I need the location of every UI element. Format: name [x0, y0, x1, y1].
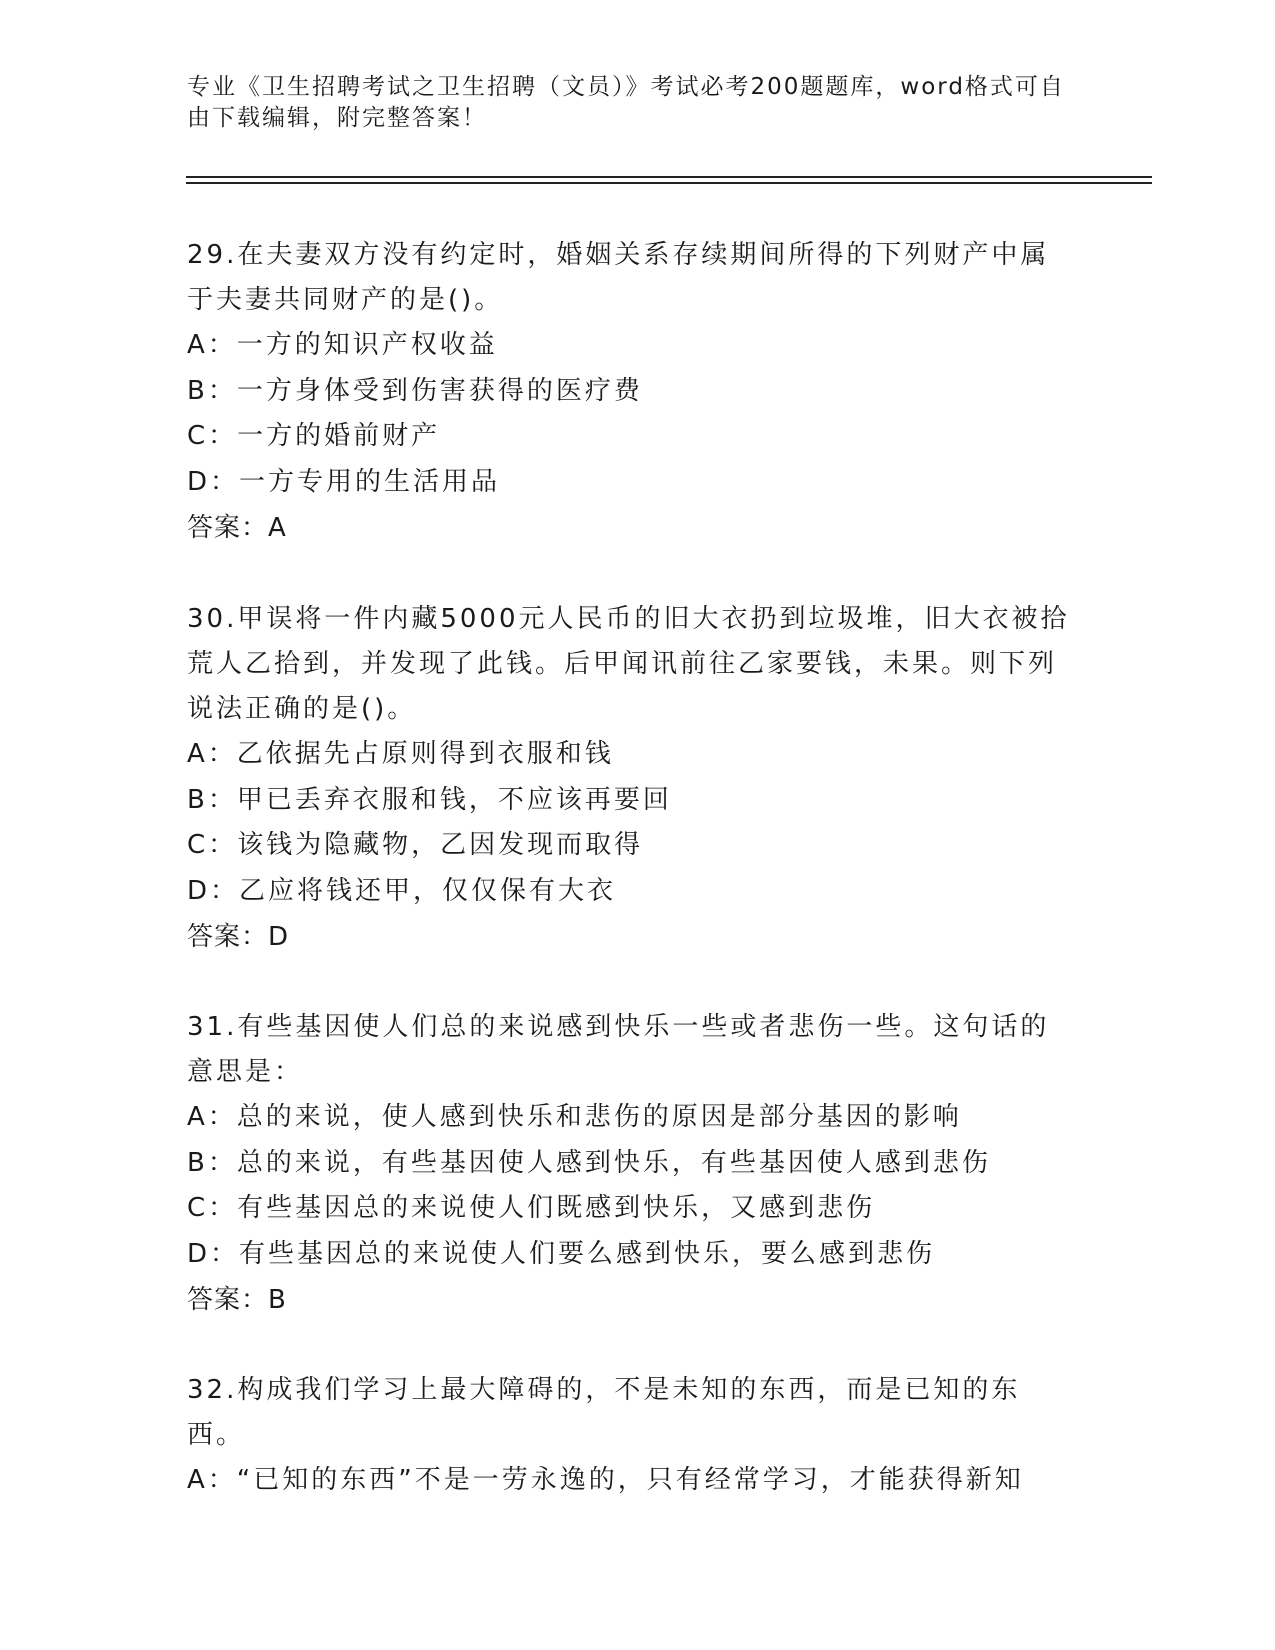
option-a: A：一方的知识产权收益 — [187, 330, 498, 360]
question-stem: 30.甲误将一件内藏5000元人民币的旧大衣扔到垃圾堆，旧大衣被拾荒人乙拾到，并发现了此钱。后甲闻讯前往乙家要钱，未果。则下列说法正确的是()。 — [187, 604, 1070, 724]
option-c: C：一方的婚前财产 — [187, 421, 441, 451]
question-29 — [187, 233, 1077, 551]
option-a: A：乙依据先占原则得到衣服和钱 — [187, 739, 614, 769]
document-header: 专业《卫生招聘考试之卫生招聘（文员）》考试必考200题题库，word格式可自由下载编辑，附完整答案！ — [187, 74, 1065, 131]
answer: 答案：B — [187, 1285, 287, 1315]
option-d: D：有些基因总的来说使人们要么感到快乐，要么感到悲伤 — [187, 1238, 936, 1269]
option-d: D：一方专用的生活用品 — [187, 466, 501, 497]
option-a: A：“已知的东西”不是一劳永逸的，只有经常学习，才能获得新知 — [187, 1465, 1024, 1495]
option-d: D：乙应将钱还甲，仅仅保有大衣 — [187, 875, 617, 906]
option-b: B：甲已丢弃衣服和钱，不应该再要回 — [187, 784, 672, 815]
question-stem: 31.有些基因使人们总的来说感到快乐一些或者悲伤一些。这句话的意思是： — [187, 1012, 1050, 1087]
option-b: B：一方身体受到伤害获得的医疗费 — [187, 375, 643, 406]
header-divider-top — [186, 176, 1152, 178]
answer: 答案：A — [187, 513, 287, 543]
option-c: C：有些基因总的来说使人们既感到快乐，又感到悲伤 — [187, 1193, 876, 1223]
option-b: B：总的来说，有些基因使人感到快乐，有些基因使人感到悲伤 — [187, 1147, 991, 1178]
question-31 — [187, 1005, 1077, 1323]
question-30 — [187, 597, 1077, 960]
question-32 — [187, 1368, 1077, 1504]
question-stem: 32.构成我们学习上最大障碍的，不是未知的东西，而是已知的东西。 — [187, 1375, 1021, 1450]
answer: 答案：D — [187, 922, 290, 952]
option-c: C：该钱为隐藏物，乙因发现而取得 — [187, 830, 644, 860]
question-stem: 29.在夫妻双方没有约定时，婚姻关系存续期间所得的下列财产中属于夫妻共同财产的是()。 — [187, 240, 1050, 315]
option-a: A：总的来说，使人感到快乐和悲伤的原因是部分基因的影响 — [187, 1102, 962, 1132]
header-divider-bottom — [186, 182, 1152, 184]
